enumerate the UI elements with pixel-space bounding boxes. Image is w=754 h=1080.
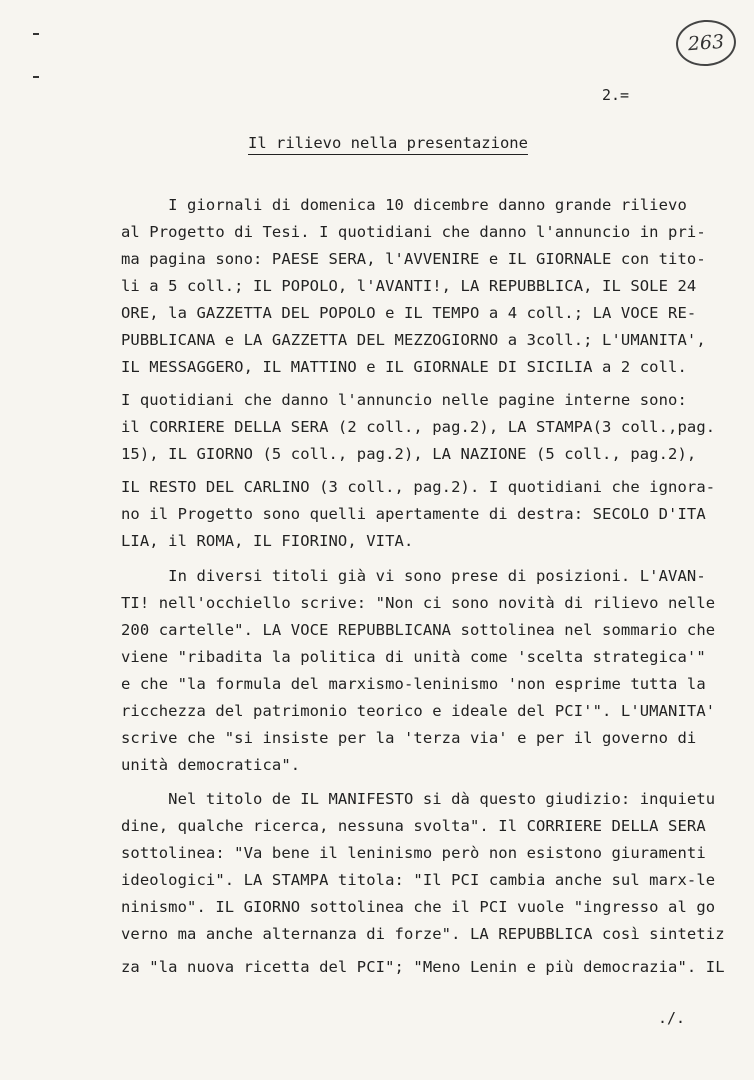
text-line: ricchezza del patrimonio teorico e ideale del PCI'". L'UMANITA'	[121, 702, 716, 720]
text-line: PUBBLICANA e LA GAZZETTA DEL MEZZOGIORNO a 3coll.; L'UMANITA',	[121, 331, 706, 349]
text-line: sottolinea: "Va bene il leninismo però non esistono giuramenti	[121, 844, 706, 862]
text-line: viene "ribadita la politica di unità come 'scelta strategica'"	[121, 648, 706, 666]
text-line: verno ma anche alternanza di forze". LA REPUBBLICA così sintetiz	[121, 925, 725, 943]
text-line: ideologici". LA STAMPA titola: "Il PCI cambia anche sul marx-le	[121, 871, 716, 889]
text-line: unità democratica".	[121, 756, 301, 774]
text-line: LIA, il ROMA, IL FIORINO, VITA.	[121, 532, 414, 550]
text-line: dine, qualche ricerca, nessuna svolta". Il CORRIERE DELLA SERA	[121, 817, 706, 835]
text-line: li a 5 coll.; IL POPOLO, l'AVANTI!, LA REPUBBLICA, IL SOLE 24	[121, 277, 697, 295]
section-title: Il rilievo nella presentazione	[248, 134, 528, 152]
text-line: za "la nuova ricetta del PCI"; "Meno Lenin e più democrazia". IL	[121, 958, 725, 976]
text-line: no il Progetto sono quelli apertamente di destra: SECOLO D'ITA	[121, 505, 706, 523]
text-line: I giornali di domenica 10 dicembre danno grande rilievo	[121, 196, 687, 214]
text-line: IL RESTO DEL CARLINO (3 coll., pag.2). I quotidiani che ignora-	[121, 478, 716, 496]
page-number: 2.=	[602, 86, 630, 104]
text-line: il CORRIERE DELLA SERA (2 coll., pag.2), LA STAMPA(3 coll.,pag.	[121, 418, 716, 436]
continuation-mark: ./.	[658, 1009, 686, 1027]
text-line: I quotidiani che danno l'annuncio nelle pagine interne sono:	[121, 391, 687, 409]
text-line: e che "la formula del marxismo-leninismo 'non esprime tutta la	[121, 675, 706, 693]
text-line: al Progetto di Tesi. I quotidiani che danno l'annuncio in pri-	[121, 223, 706, 241]
margin-mark	[33, 33, 39, 35]
page-stamp: 263	[674, 18, 737, 68]
text-line: Nel titolo de IL MANIFESTO si dà questo giudizio: inquietu	[121, 790, 716, 808]
text-line: 15), IL GIORNO (5 coll., pag.2), LA NAZIONE (5 coll., pag.2),	[121, 445, 697, 463]
text-line: ORE, la GAZZETTA DEL POPOLO e IL TEMPO a 4 coll.; LA VOCE RE-	[121, 304, 697, 322]
text-line: 200 cartelle". LA VOCE REPUBBLICANA sottolinea nel sommario che	[121, 621, 716, 639]
text-line: IL MESSAGGERO, IL MATTINO e IL GIORNALE DI SICILIA a 2 coll.	[121, 358, 687, 376]
text-line: ninismo". IL GIORNO sottolinea che il PCI vuole "ingresso al go	[121, 898, 716, 916]
text-line: scrive che "si insiste per la 'terza via' e per il governo di	[121, 729, 697, 747]
text-line: ma pagina sono: PAESE SERA, l'AVVENIRE e IL GIORNALE con tito-	[121, 250, 706, 268]
margin-mark	[33, 76, 39, 78]
text-line: In diversi titoli già vi sono prese di posizioni. L'AVAN-	[121, 567, 706, 585]
text-line: TI! nell'occhiello scrive: "Non ci sono novità di rilievo nelle	[121, 594, 716, 612]
